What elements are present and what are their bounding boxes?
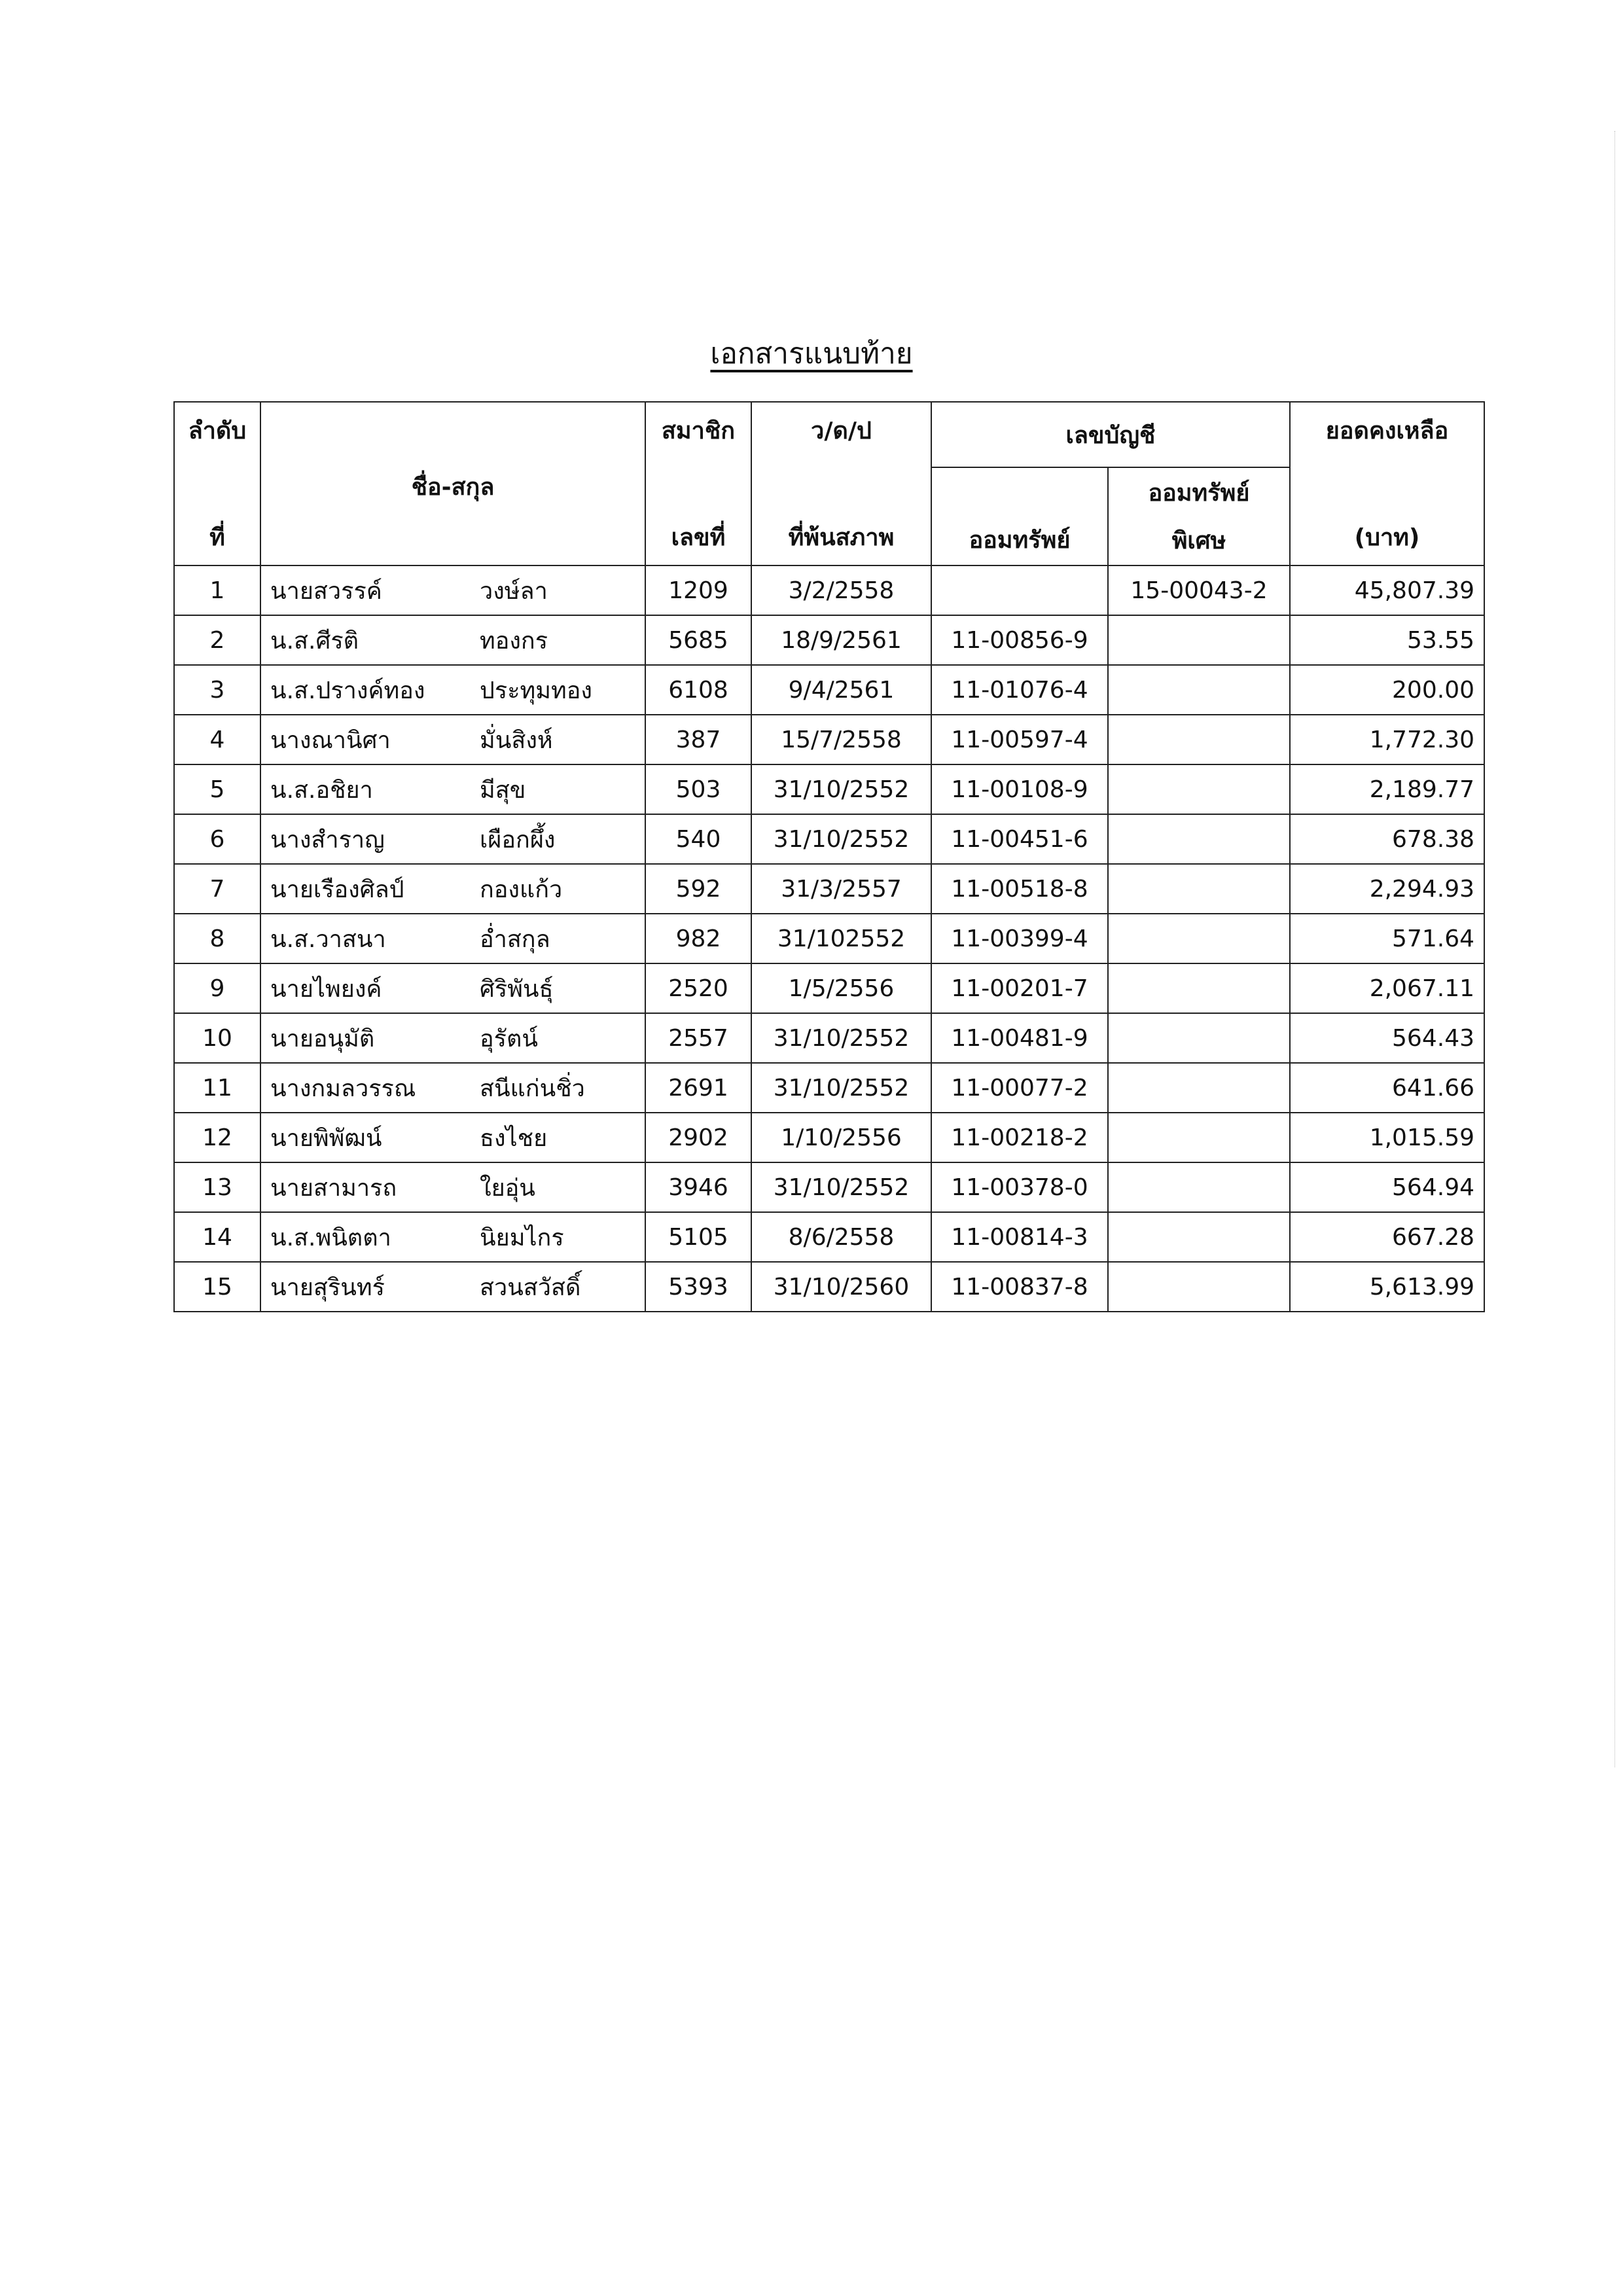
cell-member-no: 387 (645, 715, 751, 764)
cell-special-account (1108, 814, 1290, 864)
cell-last-name: ใยอุ่น (480, 1174, 535, 1202)
appendix-table (173, 401, 1485, 1312)
header-account: เลขบัญชี (931, 402, 1290, 467)
cell-member-no: 503 (645, 764, 751, 814)
cell-last-name: มั่นสิงห์ (480, 726, 553, 754)
cell-special-account: 15-00043-2 (1108, 565, 1290, 615)
cell-balance: 571.64 (1290, 914, 1484, 963)
cell-member-no: 5105 (645, 1212, 751, 1262)
cell-first-name: นางกมลวรรณ (270, 1075, 416, 1102)
cell-name (260, 665, 645, 715)
cell-last-name: เผือกผึ้ง (480, 826, 556, 853)
header-seq-bottom: ที่ (209, 524, 225, 551)
cell-special-account (1108, 1063, 1290, 1113)
cell-last-name: อุรัตน์ (480, 1025, 538, 1052)
cell-name (260, 1262, 645, 1312)
cell-special-account (1108, 764, 1290, 814)
cell-date: 31/10/2552 (751, 1162, 931, 1212)
cell-seq: 7 (174, 864, 260, 914)
header-member-top: สมาชิก (661, 418, 736, 444)
table-row (174, 1063, 1484, 1113)
table-row (174, 565, 1484, 615)
cell-balance: 564.43 (1290, 1013, 1484, 1063)
table-row (174, 914, 1484, 963)
cell-date: 31/10/2552 (751, 1063, 931, 1113)
cell-last-name: ธงไชย (480, 1124, 548, 1152)
cell-member-no: 540 (645, 814, 751, 864)
cell-date: 1/5/2556 (751, 963, 931, 1013)
cell-first-name: น.ส.อชิยา (270, 776, 373, 804)
cell-special-account (1108, 665, 1290, 715)
table-row (174, 814, 1484, 864)
cell-special-account (1108, 1113, 1290, 1162)
header-date (751, 402, 931, 565)
cell-savings-account: 11-00378-0 (931, 1162, 1108, 1212)
cell-date: 31/10/2552 (751, 814, 931, 864)
scan-edge-marks (1611, 131, 1615, 1767)
cell-savings-account (931, 565, 1108, 615)
cell-special-account (1108, 715, 1290, 764)
cell-last-name: ทองกร (480, 627, 548, 655)
cell-last-name: ประทุมทอง (480, 677, 592, 704)
header-name-label: ชื่อ-สกุล (411, 474, 495, 501)
table-row (174, 665, 1484, 715)
cell-savings-account: 11-00108-9 (931, 764, 1108, 814)
cell-name (260, 615, 645, 665)
table-row (174, 1162, 1484, 1212)
cell-first-name: นางณานิศา (270, 726, 391, 754)
cell-date: 15/7/2558 (751, 715, 931, 764)
cell-seq: 10 (174, 1013, 260, 1063)
header-member (645, 402, 751, 565)
cell-seq: 8 (174, 914, 260, 963)
header-seq (174, 402, 260, 565)
table-row (174, 715, 1484, 764)
cell-member-no: 2557 (645, 1013, 751, 1063)
cell-first-name: นายสามารถ (270, 1174, 397, 1202)
cell-seq: 14 (174, 1212, 260, 1262)
header-savings-label: ออมทรัพย์ (969, 527, 1071, 554)
cell-balance: 641.66 (1290, 1063, 1484, 1113)
header-date-bottom: ที่พ้นสภาพ (788, 524, 895, 551)
cell-savings-account: 11-00837-8 (931, 1262, 1108, 1312)
cell-seq: 12 (174, 1113, 260, 1162)
cell-name (260, 963, 645, 1013)
cell-name (260, 1162, 645, 1212)
cell-balance: 667.28 (1290, 1212, 1484, 1262)
cell-name (260, 864, 645, 914)
header-date-top: ว/ด/ป (811, 418, 872, 444)
cell-first-name: นายไพยงค์ (270, 975, 382, 1003)
cell-savings-account: 11-00481-9 (931, 1013, 1108, 1063)
cell-last-name: อ่ำสกุล (480, 925, 550, 953)
header-seq-top: ลำดับ (188, 418, 247, 444)
cell-first-name: น.ส.ศีรติ (270, 627, 359, 655)
table-row (174, 1013, 1484, 1063)
cell-first-name: นางสำราญ (270, 826, 385, 853)
cell-savings-account: 11-00218-2 (931, 1113, 1108, 1162)
cell-balance: 200.00 (1290, 665, 1484, 715)
cell-seq: 6 (174, 814, 260, 864)
cell-savings-account: 11-00451-6 (931, 814, 1108, 864)
cell-member-no: 2520 (645, 963, 751, 1013)
cell-first-name: นายเรืองศิลป์ (270, 876, 404, 903)
table-row (174, 1212, 1484, 1262)
cell-savings-account: 11-01076-4 (931, 665, 1108, 715)
cell-savings-account: 11-00814-3 (931, 1212, 1108, 1262)
table-row (174, 1262, 1484, 1312)
header-special (1108, 467, 1290, 565)
document-title: เอกสารแนบท้าย (710, 337, 913, 370)
cell-member-no: 2691 (645, 1063, 751, 1113)
cell-member-no: 592 (645, 864, 751, 914)
cell-seq: 13 (174, 1162, 260, 1212)
cell-date: 31/3/2557 (751, 864, 931, 914)
cell-last-name: นิยมไกร (480, 1224, 564, 1251)
cell-savings-account: 11-00201-7 (931, 963, 1108, 1013)
cell-last-name: ศิริพันธุ์ (480, 975, 554, 1003)
cell-member-no: 2902 (645, 1113, 751, 1162)
header-special-top: ออมทรัพย์ (1148, 480, 1250, 507)
table-row (174, 764, 1484, 814)
cell-savings-account: 11-00518-8 (931, 864, 1108, 914)
cell-seq: 15 (174, 1262, 260, 1312)
header-balance-top: ยอดคงเหลือ (1325, 418, 1449, 444)
cell-last-name: สนีแก่นชิ่ว (480, 1075, 585, 1102)
cell-name (260, 715, 645, 764)
cell-first-name: น.ส.ปรางค์ทอง (270, 677, 425, 704)
cell-last-name: กองแก้ว (480, 876, 563, 903)
cell-balance: 564.94 (1290, 1162, 1484, 1212)
cell-name (260, 1212, 645, 1262)
cell-last-name: มีสุข (480, 776, 526, 804)
cell-first-name: นายอนุมัติ (270, 1025, 375, 1052)
cell-name (260, 565, 645, 615)
cell-date: 18/9/2561 (751, 615, 931, 665)
cell-name (260, 914, 645, 963)
cell-date: 8/6/2558 (751, 1212, 931, 1262)
cell-special-account (1108, 864, 1290, 914)
cell-savings-account: 11-00077-2 (931, 1063, 1108, 1113)
cell-seq: 2 (174, 615, 260, 665)
cell-special-account (1108, 1212, 1290, 1262)
cell-date: 31/102552 (751, 914, 931, 963)
table-body (174, 565, 1484, 1312)
cell-name (260, 814, 645, 864)
cell-name (260, 1063, 645, 1113)
cell-savings-account: 11-00856-9 (931, 615, 1108, 665)
cell-date: 31/10/2560 (751, 1262, 931, 1312)
cell-savings-account: 11-00597-4 (931, 715, 1108, 764)
cell-first-name: น.ส.พนิตตา (270, 1224, 391, 1251)
cell-seq: 3 (174, 665, 260, 715)
cell-balance: 2,189.77 (1290, 764, 1484, 814)
cell-special-account (1108, 615, 1290, 665)
cell-date: 1/10/2556 (751, 1113, 931, 1162)
header-name (260, 402, 645, 565)
cell-seq: 11 (174, 1063, 260, 1113)
cell-special-account (1108, 963, 1290, 1013)
cell-name (260, 764, 645, 814)
cell-special-account (1108, 1162, 1290, 1212)
cell-special-account (1108, 1013, 1290, 1063)
cell-date: 31/10/2552 (751, 1013, 931, 1063)
cell-special-account (1108, 1262, 1290, 1312)
header-savings (931, 467, 1108, 565)
cell-member-no: 3946 (645, 1162, 751, 1212)
cell-member-no: 5685 (645, 615, 751, 665)
header-member-bottom: เลขที่ (671, 524, 726, 551)
cell-balance: 45,807.39 (1290, 565, 1484, 615)
cell-special-account (1108, 914, 1290, 963)
cell-date: 31/10/2552 (751, 764, 931, 814)
cell-first-name: นายสุรินทร์ (270, 1274, 385, 1301)
cell-member-no: 982 (645, 914, 751, 963)
cell-name (260, 1013, 645, 1063)
cell-balance: 5,613.99 (1290, 1262, 1484, 1312)
cell-seq: 5 (174, 764, 260, 814)
cell-first-name: นายพิพัฒน์ (270, 1124, 382, 1152)
cell-first-name: น.ส.วาสนา (270, 925, 386, 953)
table-row (174, 963, 1484, 1013)
table-row (174, 1113, 1484, 1162)
cell-seq: 9 (174, 963, 260, 1013)
table-row (174, 864, 1484, 914)
table-row (174, 615, 1484, 665)
cell-balance: 678.38 (1290, 814, 1484, 864)
cell-last-name: สวนสวัสดิ์ (480, 1274, 581, 1301)
header-balance-bottom: (บาท) (1354, 524, 1420, 551)
cell-name (260, 1113, 645, 1162)
cell-balance: 2,294.93 (1290, 864, 1484, 914)
cell-balance: 1,015.59 (1290, 1113, 1484, 1162)
cell-balance: 1,772.30 (1290, 715, 1484, 764)
cell-balance: 53.55 (1290, 615, 1484, 665)
cell-last-name: วงษ์ลา (480, 577, 548, 605)
cell-date: 3/2/2558 (751, 565, 931, 615)
cell-member-no: 1209 (645, 565, 751, 615)
cell-date: 9/4/2561 (751, 665, 931, 715)
cell-balance: 2,067.11 (1290, 963, 1484, 1013)
cell-savings-account: 11-00399-4 (931, 914, 1108, 963)
header-special-bottom: พิเศษ (1171, 528, 1226, 554)
cell-member-no: 6108 (645, 665, 751, 715)
cell-seq: 4 (174, 715, 260, 764)
cell-first-name: นายสวรรค์ (270, 577, 382, 605)
cell-seq: 1 (174, 565, 260, 615)
cell-member-no: 5393 (645, 1262, 751, 1312)
header-balance (1290, 402, 1484, 565)
